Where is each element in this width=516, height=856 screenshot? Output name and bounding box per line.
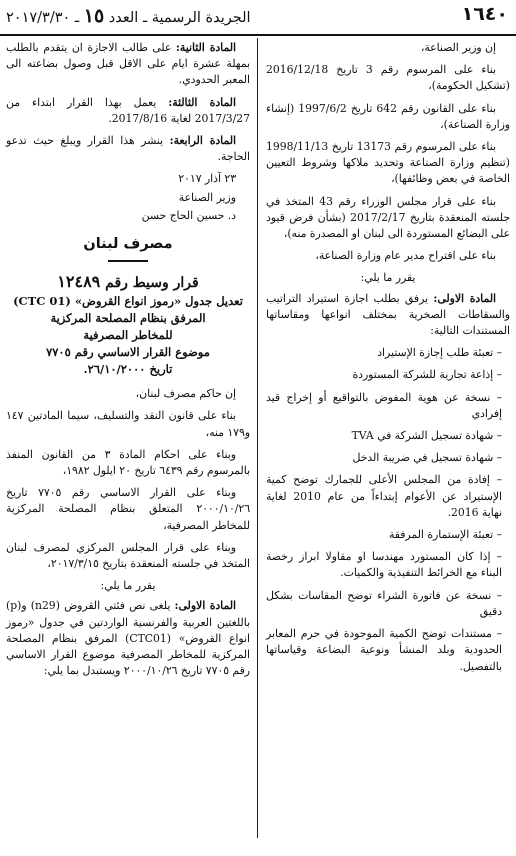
decision-title (6, 272, 250, 293)
decision-subject-line: للمخاطر المصرفية (83, 328, 173, 343)
preamble-article-3: وبناء على احكام المادة ٣ من القانون المنفذ بالمرسوم رقم ٦٤٣٩ تاريخ ٢٠ ايلول ١٩٨٢، (6, 447, 250, 478)
bdl-article-1-text: يلغى نص فئتي القروض (n29) و(p) باللغتين العربية والفرنسية الواردتين في جدول «رموز انواع القروض» (CTC01) المرفق بنظام المصلحة المركزية للمخاطر المصرفية موضوع القرار الاساسي رقم ٧٧٠٥ تاريخ ٢٠٠٠/١٠/٢٦ ويستبدل بما يلي: (6, 599, 251, 678)
article-1-text: يرفق بطلب اجازة استيراد التراتيب والسقاطات الصخرية بمختلف انواعها ومقاساتها المستندات التالية: (266, 291, 510, 338)
article-4 (6, 133, 250, 165)
preamble-decree-13173: بناء على المرسوم رقم 13173 تاريخ 1998/11/13 (تنظيم وزارة الصناعة وتحديد ملاكها وشروط التعيين الخاصة في بعض وظائفها)، (266, 140, 510, 186)
doc-item: – مستندات توضح الكمية الموجودة في حرم المعابر الحدودية وبلد المنشأ ونوعية البضاعة وقياساتها بالتفصيل. (266, 626, 510, 675)
preamble-law-642: بناء على القانون رقم 642 تاريخ 1997/6/2 (إنشاء وزارة الصناعة)، (266, 101, 510, 131)
preamble-money-law: بناء على قانون النقد والتسليف، سيما المادتين ١٤٧ و١٧٩ منه، (6, 409, 250, 439)
decides-heading: يقرر ما يلي: (360, 271, 416, 285)
issue-number: ١٥ (83, 5, 105, 27)
doc-item: – تعبئة الإستمارة المرفقة (266, 527, 510, 543)
gazette-title (6, 5, 251, 27)
preamble-minister: إن وزير الصناعة، (420, 41, 496, 54)
preamble-central-council: وبناء على قرار المجلس المركزي لمصرف لبنان المتخذ في جلسته المنعقدة بتاريخ ٢٠١٧/٣/١٥، (6, 540, 250, 571)
page-header (0, 0, 516, 36)
bdl-article-1-label: المادة الاولى: (174, 599, 236, 613)
section-title: مصرف لبنان (83, 236, 173, 253)
bdl-article-1 (6, 598, 250, 679)
article-3-text: يعمل بهذا القرار ابتداء من 2017/3/27 لغاية 2017/8/16. (6, 95, 250, 125)
article-2-label: المادة الثانية: (175, 41, 236, 54)
article-3-label: المادة الثالثة: (168, 95, 236, 109)
decision-subject-line: المرفق بنظام المصلحة المركزية (50, 311, 206, 326)
decision-title-prefix: قرار وسيط رقم (105, 275, 199, 292)
page-number: ١٦٤٠ (461, 3, 508, 25)
decision-number: ١٢٤٨٩ (57, 272, 101, 292)
article-3 (6, 95, 250, 127)
signature-date: ٢٣ آذار ٢٠١٧ (178, 172, 236, 186)
decision-subject-line: تاريخ ٢٦/١٠/٢٠٠٠. (83, 362, 173, 377)
decision-subject-line: موضوع القرار الاساسي رقم ٧٧٠٥ (46, 345, 210, 360)
preamble-basic-decision: وبناء على القرار الاساسي رقم ٧٧٠٥ تاريخ ٢٠٠٠/١٠/٢٦ المتعلق بنظام المصلحة المركزية للمخاطر المصرفية، (6, 486, 250, 532)
decides-heading: يقرر ما يلي: (100, 579, 156, 593)
gazette-name: الجريدة الرسمية ـ العدد (108, 10, 251, 26)
column-divider (257, 38, 258, 838)
article-2-text: على طالب الاجازة ان يتقدم بالطلب بمهلة عشرة ايام على الاقل قبل وصول بضاعته الى المعبر الحدودي. (6, 41, 250, 87)
section-rule (108, 260, 148, 262)
doc-item: – نسخة عن فاتورة الشراء توضح المقاسات بشكل دقيق (266, 588, 510, 620)
doc-item: – إذا كان المستورد مهندسا او مقاولا ابراز رخصة البناء مع الخرائط التنفيذية والكميات. (266, 549, 510, 581)
doc-item: – إذاعة تجارية للشركة المستوردة (266, 367, 510, 383)
preamble-decree-3: بناء على المرسوم رقم 3 تاريخ 2016/12/18 (تشكيل الحكومة)، (266, 63, 510, 93)
governor-preamble: إن حاكم مصرف لبنان، (135, 387, 236, 401)
preamble-cabinet-decision: بناء على قرار مجلس الوزراء رقم 43 المتخذ في جلسته المنعقدة بتاريخ 2017/2/17 (بشأن فرض قيود على البضائع المستوردة الى لبنان او المصدرة منه)، (266, 194, 510, 241)
article-4-text: ينشر هذا القرار ويبلغ حيث تدعو الحاجة. (6, 134, 250, 164)
preamble-proposal: بناء على اقتراح مدير عام وزارة الصناعة، (315, 249, 496, 263)
decision-subject-line: تعديل جدول «رموز انواع القروض» (CTC 01) (13, 294, 243, 309)
doc-item: – إفادة من المجلس الأعلى للجمارك توضح كمية الإستيراد عن الأعوام إبتداءاً من عام 2010 لغاية نهاية 2016. (266, 472, 510, 521)
doc-item: – نسخة عن هوية المفوض بالتواقيع أو إخراج قيد إفرادي (266, 390, 510, 422)
article-1-label: المادة الاولى: (433, 291, 496, 305)
right-column (266, 40, 510, 681)
signature-title: وزير الصناعة (178, 190, 236, 204)
article-2 (6, 40, 250, 89)
issue-date: ـ ٢٠١٧/٣/٣٠ (6, 10, 80, 26)
signature-name: د. حسين الحاج حسن (141, 208, 236, 222)
article-1 (266, 291, 510, 340)
article-4-label: المادة الرابعة: (169, 134, 236, 148)
doc-item: – شهادة تسجيل في ضريبة الدخل (266, 450, 510, 466)
doc-item: – شهادة تسجيل الشركة في TVA (266, 428, 510, 444)
doc-item: – تعبئة طلب إجازة الإستيراد (266, 345, 510, 361)
left-column (6, 40, 250, 685)
